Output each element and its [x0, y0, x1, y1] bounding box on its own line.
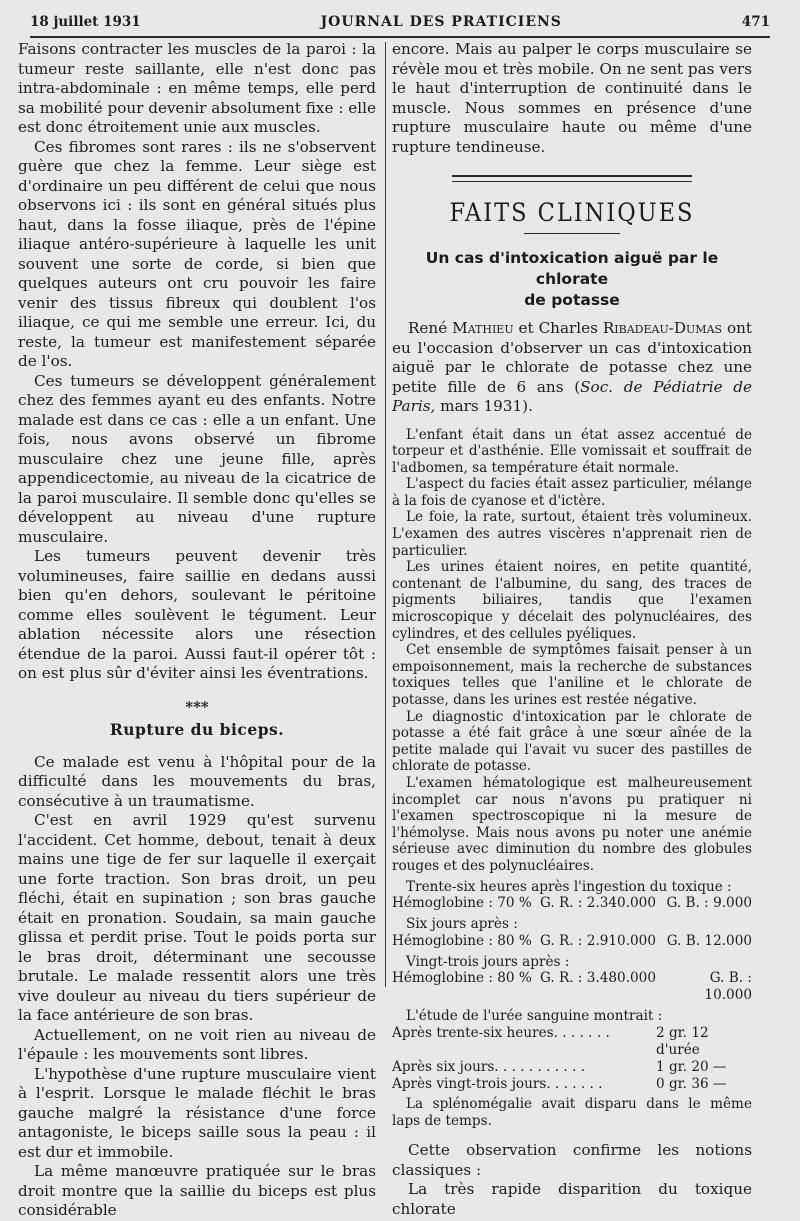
white-cells-value: G. B. 12.000	[666, 932, 752, 949]
paragraph: Ce malade est venu à l'hôpital pour de la difficulté dans les mouvements du bras, consécutive à un traumatisme.	[18, 752, 376, 810]
article-title-line: Un cas d'intoxication aiguë par le chlorate	[425, 249, 719, 288]
author-first-name: René	[408, 319, 448, 337]
running-header	[30, 14, 770, 38]
uree-row	[392, 1059, 752, 1076]
section-separator: ***	[185, 697, 209, 716]
paragraph: Ces fibromes sont rares : ils ne s'observent guère que chez la femme. Leur siège est d'ordinaire un peu différent de celui que nous observons ici : ils sont en général situés plus haut, dans la fosse iliaque, près de l'épine iliaque antéro-supérieure à laquelle les unit souvent une sorte de corde, si bien que quelques auteurs ont cru pouvoir les faire venir des tissus fibreux qui doublent l'os iliaque, ce qui me semble une erreur. Ici, du reste, la tumeur est manifestement séparée de l'os.	[18, 137, 376, 370]
author-last-name: Ribadeau-Dumas	[602, 319, 723, 337]
red-cells-value: G. R. : 3.480.000	[540, 970, 656, 987]
column-divider	[385, 42, 386, 987]
header-journal-title: JOURNAL DES PRATICIENS	[320, 14, 562, 30]
paragraph: Ces tumeurs se développent généralement chez des femmes ayant eu des enfants. Notre malade est dans ce cas : elle a un enfant. Une fois, nous avons observé un fibrome musculaire chez une jeune fille, après appendicectomie, au niveau de la cicatrice de la paroi musculaire. Il semble donc qu'elles se développent au niveau d'une rupture musculaire.	[18, 371, 376, 546]
section-heading: Rupture du biceps.	[109, 719, 285, 739]
blood-test-time: Trente-six heures après l'ingestion du toxique :	[406, 878, 732, 895]
paragraph: La même manœuvre pratiquée sur le bras droit montre que la saillie du biceps est plus considérable	[18, 1162, 376, 1219]
uree-intro: L'étude de l'urée sanguine montrait :	[406, 1008, 663, 1025]
uree-value: 0 gr. 36 —	[656, 1075, 727, 1092]
uree-row	[392, 1076, 752, 1093]
paragraph: Les tumeurs peuvent devenir très volumineuses, faire saillie en dedans aussi bien qu'en dehors, soulevant le péritoine comme elles soulèvent le tégument. Leur ablation nécessite alors une résection étendue de la paroi. Aussi faut-il opérer tôt : on est plus sûr d'éviter ainsi les éventrations.	[18, 547, 376, 682]
conclusion-line: Cette observation confirme les notions classiques :	[392, 1141, 752, 1179]
article-intro	[392, 319, 752, 417]
blood-test-row	[392, 970, 752, 1004]
uree-label: Après trente-six heures. . . . . . .	[392, 1024, 610, 1041]
left-column	[18, 40, 376, 1221]
paragraph: L'hypothèse d'une rupture musculaire vient à l'esprit. Lorsque le malade fléchit le bras gauche malgré la résistance d'une force antagoniste, le biceps saille sous la peau : il est dur et immobile.	[18, 1064, 376, 1161]
observation-paragraph: La splénomégalie avait disparu dans le même laps de temps.	[392, 1095, 752, 1129]
observation-paragraph: Le diagnostic d'intoxication par le chlorate de potasse a été fait grâce à une sœur aînée de la petite malade qui l'avait vu sucer des pastilles de chlorate de potasse.	[392, 708, 752, 775]
conjunction: et Charles	[518, 319, 598, 337]
blood-test-block	[392, 879, 752, 1005]
section-double-rule	[452, 175, 692, 182]
uree-label: Après vingt-trois jours. . . . . . .	[392, 1075, 603, 1092]
right-column	[392, 40, 752, 1219]
red-cells-value: G. R. : 2.340.000	[540, 895, 656, 912]
paragraph: Actuellement, on ne voit rien au niveau de l'épaule : les mouvements sont libres.	[18, 1025, 376, 1063]
observation-paragraph: Le foie, la rate, surtout, étaient très volumineux. L'examen des autres viscères n'apprenait rien de particulier.	[392, 509, 752, 559]
conclusion-line: La très rapide disparition du toxique chlorate	[392, 1180, 752, 1218]
hemoglobin-value: Hémoglobine : 70 %	[392, 895, 532, 912]
blood-test-row	[392, 933, 752, 950]
uree-value: 2 gr. 12 d'urée	[656, 1024, 709, 1058]
observation-paragraph: Les urines étaient noires, en petite quantité, contenant de l'albumine, du sang, des traces de pigments biliaires, tandis que l'examen microscopique y décelait des polynucléaires, des cylindres, et des cellules pyéliques.	[392, 559, 752, 642]
article-title	[392, 248, 752, 311]
uree-value: 1 gr. 20 —	[656, 1058, 727, 1075]
white-cells-value: G. B. : 10.000	[704, 970, 752, 1004]
paragraph: Faisons contracter les muscles de la paroi : la tumeur reste saillante, elle n'est donc pas intra-abdominale : en même temps, elle perd sa mobilité pour devenir absolument fixe : elle est donc étroitement unie aux muscles.	[18, 40, 376, 136]
paragraph: C'est en avril 1929 qu'est survenu l'accident. Cet homme, debout, tenait à deux mains une tige de fer sur laquelle il exerçait une forte traction. Son bras droit, un peu fléchi, était en supination ; son bras gauche était en pronation. Soudain, sa main gauche glissa et perdit prise. Tout le poids porta sur le bras droit, déterminant une secousse brutale. Le malade ressentit alors une très vive douleur au niveau du tiers supérieur de la face antérieure de son bras.	[18, 811, 376, 1024]
hemoglobin-value: Hémoglobine : 80 %	[392, 932, 532, 949]
heading-underline	[524, 233, 620, 234]
blood-test-time: Vingt-trois jours après :	[406, 953, 570, 970]
uree-label: Après six jours. . . . . . . . . . .	[392, 1058, 586, 1075]
uree-row	[392, 1025, 752, 1059]
blood-test-time: Six jours après :	[406, 916, 518, 933]
observation-paragraph: L'enfant était dans un état assez accentué de torpeur et d'asthénie. Elle vomissait et souffrait de l'adbomen, sa température était normale.	[392, 426, 752, 476]
article-title-line: de potasse	[524, 291, 620, 309]
white-cells-value: G. B. : 9.000	[666, 895, 752, 912]
author-last-name: Mathieu	[452, 319, 514, 337]
header-page-number: 471	[741, 14, 770, 30]
rubric-heading: FAITS CLINIQUES	[449, 198, 695, 227]
citation-date: mars 1931).	[435, 397, 533, 415]
observation-paragraph: L'examen hématologique est malheureusement incomplet car nous n'avons pu pratiquer ni l'examen spectroscopique ni la mesure de l'hémolyse. Mais nous avons pu noter une anémie sérieuse avec diminution du nombre des globules rouges et des polynucléaires.	[392, 774, 752, 874]
red-cells-value: G. R. : 2.910.000	[540, 932, 656, 949]
intro-text: ont eu l'occasion d'observer un cas d'intoxication aiguë par le chlorate de potasse chez une petite fille de 6 ans (	[392, 319, 753, 396]
citation: Soc. de Pédiatrie de Paris,	[392, 377, 752, 415]
paragraph-continuation: encore. Mais au palper le corps musculaire se révèle mou et très mobile. On ne sent pas vers le haut d'interruption de continuité dans le muscle. Nous sommes en présence d'une rupture musculaire haute ou même d'une rupture tendineuse.	[392, 40, 752, 156]
observation-paragraph: Cet ensemble de symptômes faisait penser à un empoisonnement, mais la recherche de substances toxiques telles que l'aniline et le chlorate de potasse, dans les urines est restée négative.	[392, 642, 752, 708]
hemoglobin-value: Hémoglobine : 80 %	[392, 970, 532, 987]
observation-paragraph: L'aspect du facies était assez particulier, mélange à la fois de cyanose et d'ictère.	[392, 476, 752, 509]
header-date: 18 juillet 1931	[30, 14, 141, 30]
blood-test-row	[392, 895, 752, 912]
